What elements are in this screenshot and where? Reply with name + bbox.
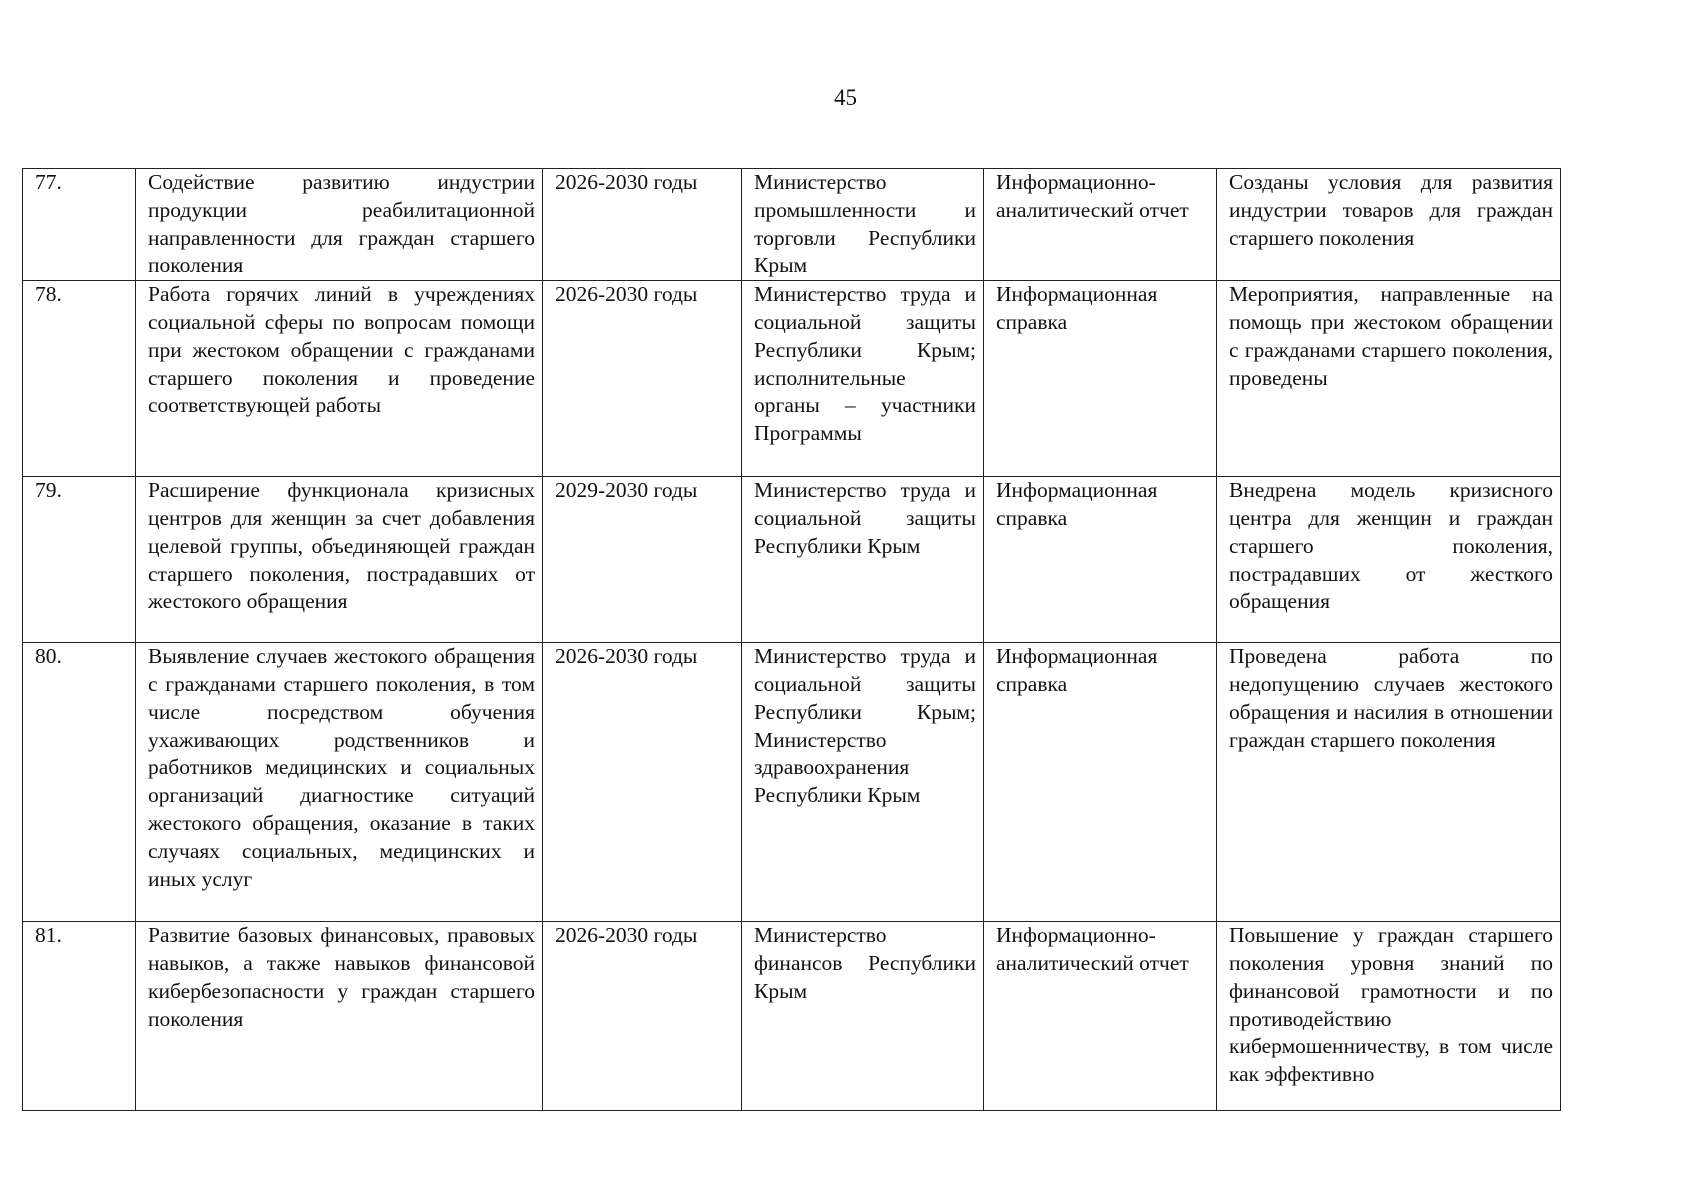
result-cell: Повышение у граждан старшего поколения уровня знаний по финансовой грамотности и по противодействию кибермошенничеству, в том числе как эффективно	[1217, 922, 1561, 1111]
report-cell: Информационная справка	[984, 643, 1217, 922]
executor-cell: Министерство труда и социальной защиты Республики Крым; Министерство здравоохранения Республики Крым	[742, 643, 984, 922]
row-number-cell: 78.	[23, 281, 136, 477]
result-cell: Мероприятия, направленные на помощь при жестоком обращении с гражданами старшего поколения, проведены	[1217, 281, 1561, 477]
measure-cell: Содействие развитию индустрии продукции реабилитационной направленности для граждан старшего поколения	[136, 169, 543, 281]
report-cell: Информационная справка	[984, 477, 1217, 643]
row-number-cell: 80.	[23, 643, 136, 922]
table-row	[23, 169, 1561, 281]
row-number-cell: 81.	[23, 922, 136, 1111]
period-cell: 2029-2030 годы	[543, 477, 742, 643]
table-row	[23, 922, 1561, 1111]
result-cell: Внедрена модель кризисного центра для женщин и граждан старшего поколения, пострадавших от жесткого обращения	[1217, 477, 1561, 643]
result-cell: Созданы условия для развития индустрии товаров для граждан старшего поколения	[1217, 169, 1561, 281]
page-number: 45	[834, 85, 857, 110]
period-cell: 2026-2030 годы	[543, 643, 742, 922]
table-row	[23, 281, 1561, 477]
row-number-cell: 79.	[23, 477, 136, 643]
measure-cell: Выявление случаев жестокого обращения с гражданами старшего поколения, в том числе посредством обучения ухаживающих родственников и работников медицинских и социальных организаций диагностике ситуаций жестокого обращения, оказание в таких случаях социальных, медицинских и иных услуг	[136, 643, 543, 922]
table-row	[23, 477, 1561, 643]
executor-cell: Министерство труда и социальной защиты Республики Крым; исполнительные органы – участники Программы	[742, 281, 984, 477]
measure-cell: Расширение функционала кризисных центров для женщин за счет добавления целевой группы, объединяющей граждан старшего поколения, пострадавших от жестокого обращения	[136, 477, 543, 643]
row-number-cell: 77.	[23, 169, 136, 281]
report-cell: Информационно-аналитический отчет	[984, 922, 1217, 1111]
executor-cell: Министерство труда и социальной защиты Республики Крым	[742, 477, 984, 643]
report-cell: Информационно-аналитический отчет	[984, 169, 1217, 281]
period-cell: 2026-2030 годы	[543, 169, 742, 281]
table-row	[23, 643, 1561, 922]
period-cell: 2026-2030 годы	[543, 281, 742, 477]
report-cell: Информационная справка	[984, 281, 1217, 477]
executor-cell: Министерство финансов Республики Крым	[742, 922, 984, 1111]
measures-table	[22, 168, 1561, 1111]
executor-cell: Министерство промышленности и торговли Республики Крым	[742, 169, 984, 281]
period-cell: 2026-2030 годы	[543, 922, 742, 1111]
measure-cell: Развитие базовых финансовых, правовых навыков, а также навыков финансовой кибербезопасности у граждан старшего поколения	[136, 922, 543, 1111]
measure-cell: Работа горячих линий в учреждениях социальной сферы по вопросам помощи при жестоком обращении с гражданами старшего поколения и проведение соответствующей работы	[136, 281, 543, 477]
result-cell: Проведена работа по недопущению случаев жестокого обращения и насилия в отношении граждан старшего поколения	[1217, 643, 1561, 922]
